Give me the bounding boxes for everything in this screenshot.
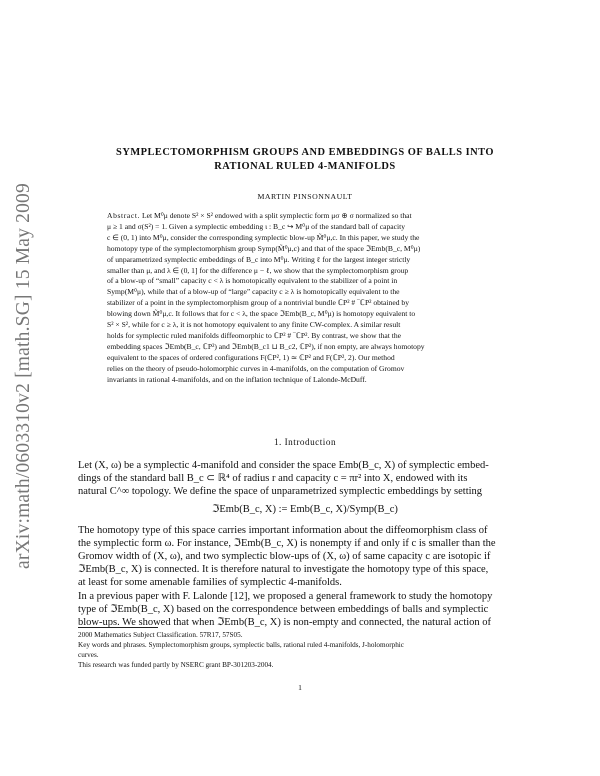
abstract-line: embedding spaces ℑEmb(B_c, ℂP²) and ℑEmb(B_c1 ⊔ B_c2, ℂP²), if non empty, are always homotopy bbox=[107, 341, 425, 351]
abstract-line: of unparametrized symplectic embeddings of B_c into M⁰μ. Writing ℓ for the largest integer strictly bbox=[107, 254, 411, 264]
abstract-line: stabilizer of a point in the symplectomorphism group of a nontrivial bundle ℂP² # ‾ℂP² obtained by bbox=[107, 298, 409, 308]
section-heading-introduction: 1. Introduction bbox=[273, 437, 337, 447]
footnote-line: curves. bbox=[78, 650, 99, 659]
footnote-divider bbox=[78, 627, 158, 628]
abstract-line: blowing down M̃⁰μ,c. It follows that for c < λ, the space ℑEmb(B_c, M⁰μ) is homotopy equivalent to bbox=[107, 309, 416, 319]
body-line: type of ℑEmb(B_c, X) based on the correspondence between embeddings of balls and symplectic bbox=[78, 604, 489, 615]
abstract-line: of a blow-up of “small” capacity c < λ is homotopically equivalent to the stabilizer of a point in bbox=[107, 276, 398, 286]
body-line: The homotopy type of this space carries important information about the diffeomorphism class of bbox=[78, 525, 488, 536]
abstract-line: equivalent to the spaces of ordered configurations F(ℂP², 1) ≃ ℂP² and F(ℂP², 2). Our method bbox=[107, 352, 395, 362]
intro-paragraph-2 bbox=[78, 524, 532, 589]
abstract-line: Symp(M⁰μ), while that of a blow-up of “large” capacity c ≥ λ is homotopically equivalent to the bbox=[107, 287, 400, 297]
body-line: In a previous paper with F. Lalonde [12], we proposed a general framework to study the homotopy bbox=[78, 591, 493, 602]
body-line: natural C^∞ topology. We define the space of unparametrized symplectic embeddings by setting bbox=[78, 486, 483, 497]
abstract-line: μ ≥ 1 and σ(S²) = 1. Given a symplectic embedding ι : B_c ↪ M⁰μ of the standard ball of capacity bbox=[107, 221, 406, 231]
body-line: dings of the standard ball B_c ⊂ ℝ⁴ of radius r and capacity c = πr² into X, endowed with its bbox=[78, 473, 468, 484]
page-number: 1 bbox=[298, 683, 302, 692]
display-equation: ℑEmb(B_c, X) := Emb(B_c, X)/Symp(B_c) bbox=[212, 504, 398, 515]
footnotes bbox=[78, 631, 532, 671]
abstract bbox=[107, 211, 502, 386]
body-line: blow-ups. We showed that when ℑEmb(B_c, X) is non-empty and connected, the natural action of bbox=[78, 617, 492, 628]
abstract-line: homotopy type of the symplectomorphism group Symp(M̃⁰μ,c) and that of the space ℑEmb(B_c, M⁰μ) bbox=[107, 243, 421, 253]
paper-title bbox=[70, 146, 540, 173]
body-line: Let (X, ω) be a symplectic 4-manifold and consider the space Emb(B_c, X) of symplectic embed- bbox=[78, 460, 489, 471]
footnote-line: This research was funded partly by NSERC grant BP-301203-2004. bbox=[78, 660, 274, 669]
abstract-line: invariants in rational 4-manifolds, and on the inflation technique of Lalonde-McDuff. bbox=[107, 374, 367, 384]
intro-paragraph-3 bbox=[78, 590, 532, 629]
abstract-line: smaller than μ, and λ ∈ (0, 1] for the difference μ − ℓ, we show that the symplectomorphism group bbox=[107, 265, 409, 275]
abstract-line: holds for symplectic ruled manifolds diffeomorphic to ℂP² # ‾ℂP². By contrast, we show that the bbox=[107, 330, 402, 340]
footnote-line: Key words and phrases. Symplectomorphism groups, symplectic balls, rational ruled 4-manifolds, J-holomorphic bbox=[78, 640, 404, 649]
body-line: the symplectic form ω. For instance, ℑEmb(B_c, X) is nonempty if and only if c is smaller than the bbox=[78, 538, 496, 549]
abstract-line: relies on the theory of pseudo-holomorphic curves in 4-manifolds, on the computation of Gromov bbox=[107, 363, 405, 373]
intro-paragraph-1 bbox=[78, 459, 532, 498]
body-line: at least for some amenable families of symplectic 4-manifolds. bbox=[78, 577, 342, 588]
arxiv-stamp-text: arXiv:math/0603310v2 [math.SG] 15 May 2009 bbox=[13, 182, 34, 569]
arxiv-stamp bbox=[4, 178, 44, 573]
footnote-line: 2000 Mathematics Subject Classification. 57R17, 57S05. bbox=[78, 631, 243, 639]
abstract-line: Abstract. Let M⁰μ denote S² × S² endowed with a split symplectic form μσ ⊕ σ normalized so that bbox=[107, 211, 412, 220]
author-name: MARTIN PINSONNAULT bbox=[257, 192, 353, 201]
body-line: ℑEmb(B_c, X) is connected. It is therefore natural to investigate the homotopy type of this space, bbox=[78, 564, 489, 575]
abstract-label: Abstract. bbox=[107, 211, 141, 220]
title-line: RATIONAL RULED 4-MANIFOLDS bbox=[214, 160, 396, 172]
abstract-line: S² × S², while for c ≥ λ, it is not homotopy equivalent to any finite CW-complex. A similar result bbox=[107, 320, 401, 330]
abstract-line: c ∈ (0, 1) into M⁰μ, consider the corresponding symplectic blow-up M̃⁰μ,c. In this paper, we study the bbox=[107, 232, 420, 242]
body-line: Gromov width of (X, ω), and two symplectic blow-ups of (X, ω) of same capacity c are isotopic if bbox=[78, 551, 491, 562]
title-line: SYMPLECTOMORPHISM GROUPS AND EMBEDDINGS OF BALLS INTO bbox=[116, 147, 494, 158]
